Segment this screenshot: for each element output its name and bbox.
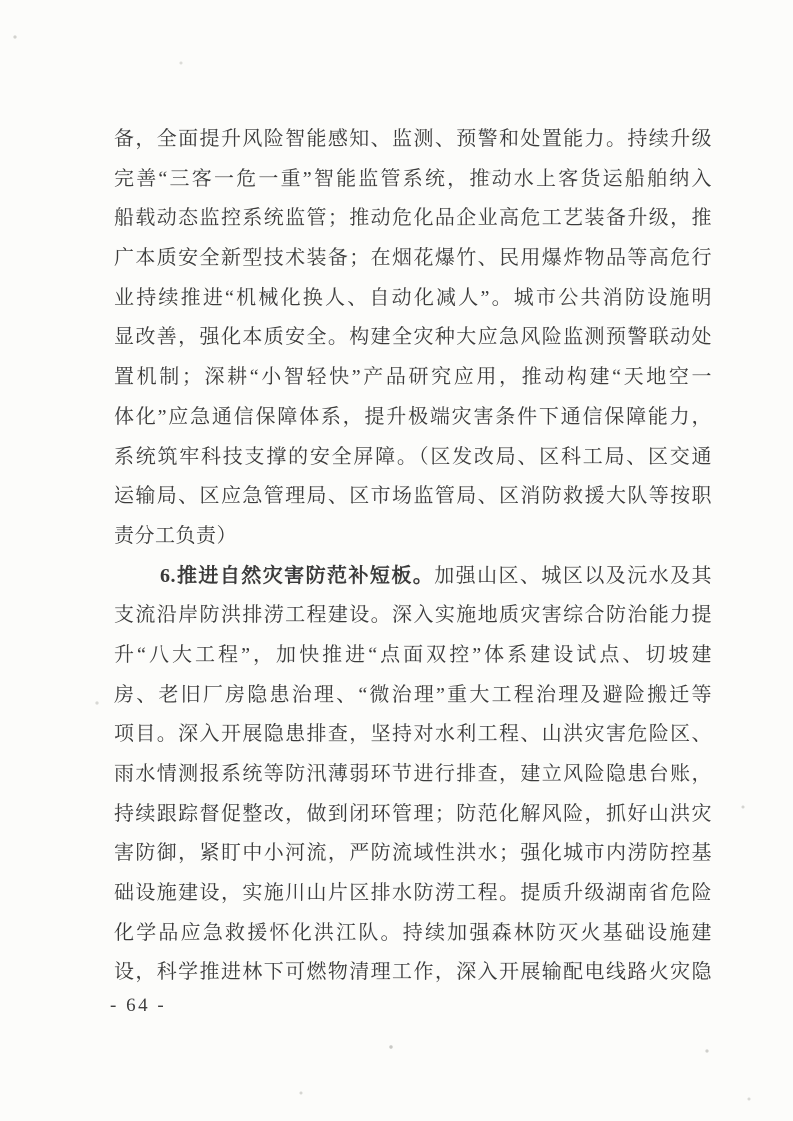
text-line: [114, 160, 712, 200]
text-line: [114, 358, 712, 398]
text-line: [114, 398, 712, 438]
text-line: [114, 239, 712, 279]
item-heading-run: 6.推进自然灾害防范补短板。: [160, 564, 435, 587]
text-line: [114, 676, 712, 716]
text-line: [114, 120, 712, 160]
body-text-run: 加强山区、城区以及沅水及其: [434, 564, 713, 587]
body-text-run: 雨水情测报系统等防汛薄弱环节进行排查，建立风险隐患台账，: [114, 763, 712, 785]
text-line: [114, 914, 712, 954]
body-text-run: 显改善，强化本质安全。构建全灾种大应急风险监测预警联动处: [114, 326, 712, 349]
body-text-run: 础设施建设，实施川山片区排水防涝工程。提质升级湖南省危险: [114, 882, 712, 905]
body-text-run: 体化”应急通信保障体系，提升极端灾害条件下通信保障能力，: [114, 405, 712, 428]
body-text-run: 房、老旧厂房隐患治理、“微治理”重大工程治理及避险搬迁等: [114, 683, 712, 706]
text-line: [114, 834, 712, 874]
text-line: [114, 715, 712, 755]
body-text-run: 支流沿岸防洪排涝工程建设。深入实施地质灾害综合防治能力提: [114, 604, 712, 627]
body-text-run: 广本质安全新型技术装备；在烟花爆竹、民用爆炸物品等高危行: [114, 247, 712, 270]
text-line: [114, 199, 712, 239]
document-body: [114, 120, 712, 993]
body-text-run: 项目。深入开展隐患排查，坚持对水利工程、山洪灾害危险区、: [114, 723, 712, 746]
body-text-run: 置机制；深耕“小智轻快”产品研究应用，推动构建“天地空一: [114, 366, 712, 389]
body-text-run: 船载动态监控系统监管；推动危化品企业高危工艺装备升级，推: [114, 207, 712, 230]
text-line: [114, 795, 712, 835]
text-line: [114, 517, 712, 557]
text-line: [114, 438, 712, 478]
body-text-run: 业持续推进“机械化换人、自动化减人”。城市公共消防设施明: [114, 286, 712, 309]
body-text-run: 害防御，紧盯中小河流，严防流域性洪水；强化城市内涝防控基: [114, 842, 712, 865]
body-text-run: 运输局、区应急管理局、区市场监管局、区消防救援大队等按职: [114, 485, 712, 508]
text-line: [114, 596, 712, 636]
body-text-run: 设，科学推进林下可燃物清理工作，深入开展输配电线路火灾隐: [114, 961, 712, 984]
text-line: [114, 318, 712, 358]
body-text-run: 完善“三客一危一重”智能监管系统，推动水上客货运船舶纳入: [114, 167, 712, 190]
body-text-run: 升“八大工程”，加快推进“点面双控”体系建设试点、切坡建: [114, 643, 712, 666]
body-text-run: 化学品应急救援怀化洪江队。持续加强森林防灭火基础设施建: [114, 921, 712, 944]
body-text-run: 系统筑牢科技支撑的安全屏障。（区发改局、区科工局、区交通: [114, 445, 712, 468]
page-number: - 64 -: [110, 995, 167, 1016]
text-line: [114, 755, 712, 795]
body-text-run: 持续跟踪督促整改，做到闭环管理；防范化解风险，抓好山洪灾: [114, 802, 712, 825]
paragraph-item-6: [114, 557, 712, 994]
text-line: [114, 279, 712, 319]
text-line: [114, 636, 712, 676]
text-line: [114, 557, 712, 597]
text-line: [114, 953, 712, 993]
text-line: [114, 874, 712, 914]
scan-noise: [0, 0, 2, 2]
paragraph-continuation: [114, 120, 712, 557]
text-line: [114, 477, 712, 517]
body-text-run: 备，全面提升风险智能感知、监测、预警和处置能力。持续升级: [114, 128, 712, 150]
body-text-run: 责分工负责）: [114, 524, 237, 547]
